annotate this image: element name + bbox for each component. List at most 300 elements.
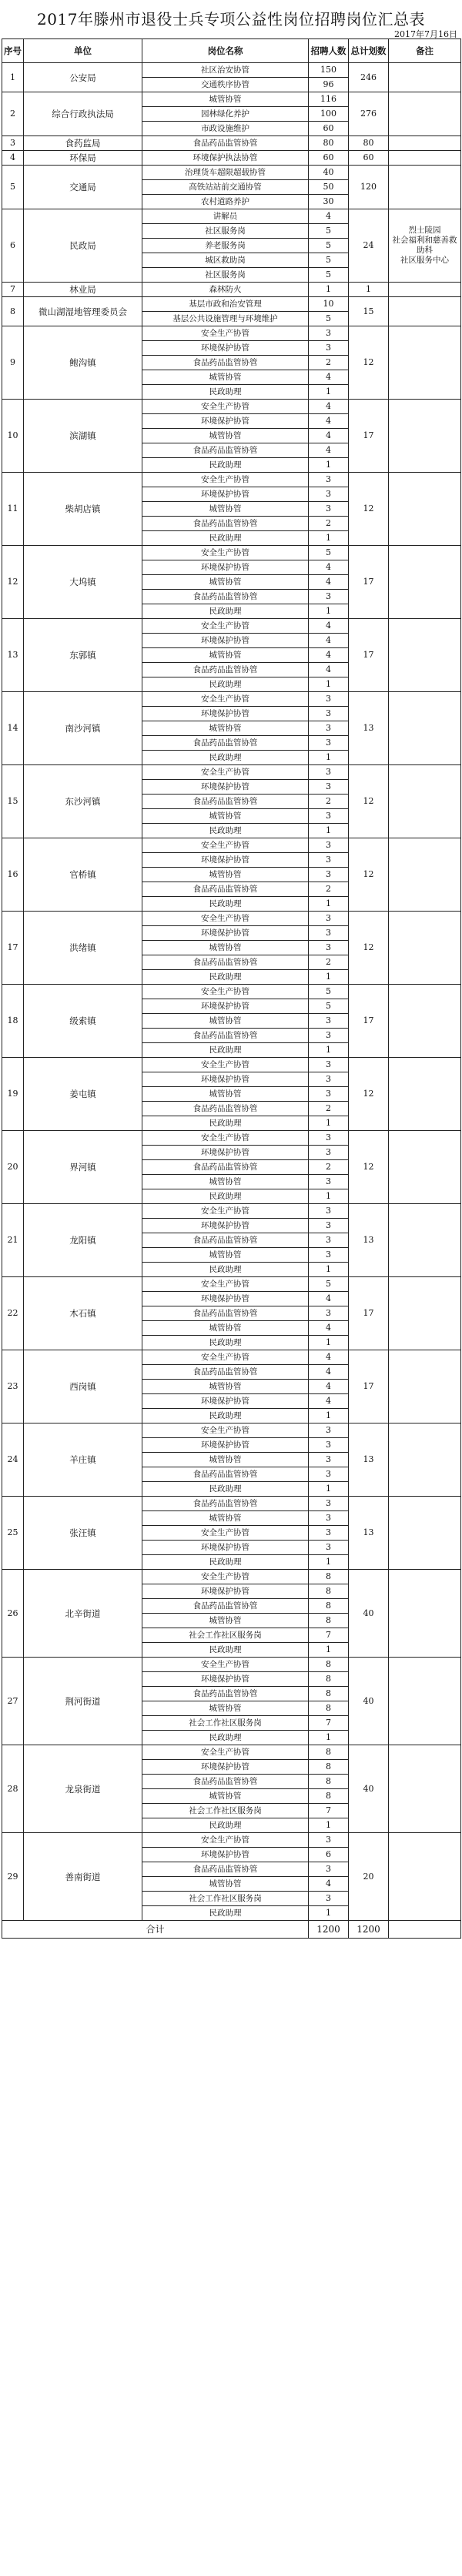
position-cell: 城管协管	[142, 1087, 309, 1102]
seq-cell: 28	[2, 1745, 24, 1833]
hires-cell: 3	[309, 1467, 349, 1482]
remarks-cell	[389, 1204, 461, 1277]
hires-cell: 1	[309, 385, 349, 400]
hires-cell: 1	[309, 1818, 349, 1833]
total-cell: 17	[349, 619, 389, 692]
header-seq: 序号	[2, 39, 24, 63]
hires-cell: 3	[309, 1862, 349, 1877]
unit-cell: 微山湖湿地管理委员会	[24, 297, 142, 326]
position-cell: 食品药品监管协管	[142, 1599, 309, 1614]
remark-line: 社会福利和慈善救助科	[392, 236, 457, 255]
position-cell: 安全生产协管	[142, 1131, 309, 1146]
hires-cell: 1	[309, 1643, 349, 1658]
total-cell: 24	[349, 209, 389, 283]
unit-cell: 姜屯镇	[24, 1058, 142, 1131]
position-cell: 食品药品监管协管	[142, 1029, 309, 1043]
unit-cell: 西岗镇	[24, 1350, 142, 1423]
remarks-cell	[389, 473, 461, 546]
position-cell: 食品药品监管协管	[142, 1862, 309, 1877]
position-cell: 城管协管	[142, 1877, 309, 1892]
hires-cell: 150	[309, 63, 349, 78]
remarks-cell	[389, 1745, 461, 1833]
hires-cell: 3	[309, 590, 349, 604]
hires-cell: 5	[309, 312, 349, 326]
position-cell: 民政助理	[142, 604, 309, 619]
hires-cell: 1	[309, 283, 349, 297]
table-row	[2, 166, 461, 180]
remarks-cell	[389, 692, 461, 765]
table-row	[2, 1423, 461, 1438]
position-cell: 食品药品监管协管	[142, 1497, 309, 1511]
position-cell: 食品药品监管协管	[142, 955, 309, 970]
seq-cell: 20	[2, 1131, 24, 1204]
position-cell: 安全生产协管	[142, 912, 309, 926]
hires-cell: 8	[309, 1687, 349, 1701]
hires-cell: 2	[309, 1102, 349, 1116]
table-row	[2, 63, 461, 78]
position-cell: 民政助理	[142, 385, 309, 400]
position-cell: 食品药品监管协管	[142, 1687, 309, 1701]
total-remarks	[389, 1921, 461, 1939]
position-cell: 安全生产协管	[142, 1745, 309, 1760]
unit-cell: 东沙河镇	[24, 765, 142, 838]
hires-cell: 2	[309, 1160, 349, 1175]
position-cell: 养老服务岗	[142, 239, 309, 253]
hires-cell: 1	[309, 604, 349, 619]
hires-cell: 4	[309, 209, 349, 224]
hires-cell: 3	[309, 1072, 349, 1087]
hires-cell: 3	[309, 1146, 349, 1160]
hires-cell: 4	[309, 1365, 349, 1380]
position-cell: 民政助理	[142, 1555, 309, 1570]
position-cell: 社会工作社区服务岗	[142, 1892, 309, 1906]
hires-cell: 8	[309, 1584, 349, 1599]
seq-cell: 3	[2, 136, 24, 151]
position-cell: 民政助理	[142, 1189, 309, 1204]
hires-cell: 1	[309, 1409, 349, 1423]
table-row	[2, 1497, 461, 1511]
unit-cell: 综合行政执法局	[24, 92, 142, 136]
hires-cell: 3	[309, 1014, 349, 1029]
hires-cell: 3	[309, 692, 349, 707]
hires-cell: 5	[309, 239, 349, 253]
table-row	[2, 283, 461, 297]
position-cell: 民政助理	[142, 1263, 309, 1277]
remarks-cell	[389, 912, 461, 985]
seq-cell: 6	[2, 209, 24, 283]
hires-cell: 3	[309, 1511, 349, 1526]
table-row	[2, 1350, 461, 1365]
position-cell: 环境保护协管	[142, 1848, 309, 1862]
hires-cell: 4	[309, 634, 349, 648]
position-cell: 市政设施维护	[142, 122, 309, 136]
total-cell: 20	[349, 1833, 389, 1921]
total-cell: 60	[349, 151, 389, 166]
unit-cell: 交通局	[24, 166, 142, 209]
hires-cell: 3	[309, 1438, 349, 1453]
remarks-cell	[389, 166, 461, 209]
position-cell: 安全生产协管	[142, 1833, 309, 1848]
position-cell: 城管协管	[142, 721, 309, 736]
seq-cell: 5	[2, 166, 24, 209]
position-cell: 食品药品监管协管	[142, 356, 309, 370]
total-cell: 13	[349, 1497, 389, 1570]
table-row	[2, 1833, 461, 1848]
seq-cell: 21	[2, 1204, 24, 1277]
position-cell: 民政助理	[142, 458, 309, 473]
hires-cell: 1	[309, 1482, 349, 1497]
position-cell: 城管协管	[142, 92, 309, 107]
hires-cell: 5	[309, 268, 349, 283]
hires-cell: 3	[309, 707, 349, 721]
hires-cell: 4	[309, 663, 349, 677]
hires-cell: 5	[309, 546, 349, 560]
hires-cell: 8	[309, 1614, 349, 1628]
table-row	[2, 209, 461, 224]
position-cell: 城管协管	[142, 370, 309, 385]
position-cell: 食品药品监管协管	[142, 1102, 309, 1116]
table-row	[2, 692, 461, 707]
position-cell: 基层市政和治安管理	[142, 297, 309, 312]
unit-cell: 官桥镇	[24, 838, 142, 912]
position-cell: 城管协管	[142, 502, 309, 517]
unit-cell: 善南街道	[24, 1833, 142, 1921]
position-cell: 安全生产协管	[142, 473, 309, 487]
hires-cell: 50	[309, 180, 349, 195]
position-cell: 民政助理	[142, 1906, 309, 1921]
hires-cell: 7	[309, 1716, 349, 1731]
hires-cell: 5	[309, 985, 349, 999]
hires-cell: 60	[309, 151, 349, 166]
total-cell: 12	[349, 473, 389, 546]
remarks-cell	[389, 136, 461, 151]
position-cell: 安全生产协管	[142, 692, 309, 707]
hires-cell: 4	[309, 1380, 349, 1394]
remarks-cell	[389, 283, 461, 297]
remarks-cell	[389, 1058, 461, 1131]
unit-cell: 级索镇	[24, 985, 142, 1058]
seq-cell: 14	[2, 692, 24, 765]
position-cell: 环境保护协管	[142, 707, 309, 721]
hires-cell: 1	[309, 824, 349, 838]
hires-cell: 1	[309, 1043, 349, 1058]
unit-cell: 食药监局	[24, 136, 142, 151]
hires-cell: 80	[309, 136, 349, 151]
hires-cell: 4	[309, 575, 349, 590]
remarks-cell	[389, 1833, 461, 1921]
position-cell: 安全生产协管	[142, 765, 309, 780]
position-cell: 城管协管	[142, 1614, 309, 1628]
table-row	[2, 765, 461, 780]
total-cell: 80	[349, 136, 389, 151]
position-cell: 安全生产协管	[142, 1277, 309, 1292]
hires-cell: 4	[309, 1394, 349, 1409]
position-cell: 社会工作社区服务岗	[142, 1628, 309, 1643]
remarks-cell	[389, 546, 461, 619]
total-label: 合计	[2, 1921, 309, 1939]
position-cell: 城管协管	[142, 1453, 309, 1467]
total-cell: 17	[349, 1277, 389, 1350]
unit-cell: 荆河街道	[24, 1658, 142, 1745]
hires-cell: 7	[309, 1628, 349, 1643]
seq-cell: 24	[2, 1423, 24, 1497]
position-cell: 安全生产协管	[142, 1204, 309, 1219]
header-remarks: 备注	[389, 39, 461, 63]
position-cell: 社区治安协管	[142, 63, 309, 78]
hires-cell: 1	[309, 751, 349, 765]
position-cell: 民政助理	[142, 824, 309, 838]
hires-cell: 8	[309, 1760, 349, 1775]
hires-cell: 3	[309, 838, 349, 853]
position-cell: 民政助理	[142, 751, 309, 765]
hires-cell: 3	[309, 736, 349, 751]
position-cell: 食品药品监管协管	[142, 882, 309, 897]
hires-cell: 3	[309, 1175, 349, 1189]
hires-cell: 8	[309, 1599, 349, 1614]
header-row	[2, 39, 461, 63]
hires-cell: 40	[309, 166, 349, 180]
seq-cell: 1	[2, 63, 24, 92]
total-cell: 12	[349, 326, 389, 400]
hires-cell: 5	[309, 999, 349, 1014]
position-cell: 食品药品监管协管	[142, 736, 309, 751]
remarks-cell	[389, 326, 461, 400]
total-cell: 17	[349, 546, 389, 619]
hires-cell: 116	[309, 92, 349, 107]
table-row	[2, 1277, 461, 1292]
table-body	[2, 63, 461, 1921]
position-cell: 民政助理	[142, 1409, 309, 1423]
table-row	[2, 92, 461, 107]
hires-cell: 60	[309, 122, 349, 136]
hires-cell: 1	[309, 1906, 349, 1921]
hires-cell: 4	[309, 443, 349, 458]
hires-cell: 2	[309, 356, 349, 370]
total-cell: 1	[349, 283, 389, 297]
position-cell: 安全生产协管	[142, 985, 309, 999]
total-cell: 17	[349, 985, 389, 1058]
total-cell: 40	[349, 1570, 389, 1658]
position-cell: 食品药品监管协管	[142, 443, 309, 458]
unit-cell: 北辛街道	[24, 1570, 142, 1658]
hires-cell: 3	[309, 1306, 349, 1321]
seq-cell: 22	[2, 1277, 24, 1350]
position-cell: 食品药品监管协管	[142, 136, 309, 151]
hires-cell: 30	[309, 195, 349, 209]
hires-cell: 4	[309, 370, 349, 385]
position-cell: 民政助理	[142, 1643, 309, 1658]
remarks-cell	[389, 1350, 461, 1423]
position-cell: 环境保护协管	[142, 1146, 309, 1160]
position-cell: 安全生产协管	[142, 838, 309, 853]
seq-cell: 26	[2, 1570, 24, 1658]
total-cell: 17	[349, 400, 389, 473]
hires-cell: 3	[309, 1248, 349, 1263]
total-cell: 12	[349, 1131, 389, 1204]
position-cell: 城管协管	[142, 941, 309, 955]
position-cell: 城管协管	[142, 648, 309, 663]
unit-cell: 鲍沟镇	[24, 326, 142, 400]
seq-cell: 4	[2, 151, 24, 166]
table-row	[2, 619, 461, 634]
position-cell: 城管协管	[142, 1248, 309, 1263]
seq-cell: 12	[2, 546, 24, 619]
remarks-cell	[389, 151, 461, 166]
seq-cell: 15	[2, 765, 24, 838]
hires-cell: 4	[309, 1877, 349, 1892]
position-cell: 安全生产协管	[142, 1526, 309, 1541]
hires-cell: 1	[309, 1116, 349, 1131]
hires-cell: 3	[309, 1131, 349, 1146]
position-cell: 农村道路养护	[142, 195, 309, 209]
hires-cell: 3	[309, 502, 349, 517]
hires-cell: 3	[309, 1204, 349, 1219]
hires-cell: 3	[309, 1541, 349, 1555]
unit-cell: 林业局	[24, 283, 142, 297]
header-hires: 招聘人数	[309, 39, 349, 63]
position-cell: 环境保护协管	[142, 1292, 309, 1306]
unit-cell: 柴胡店镇	[24, 473, 142, 546]
hires-cell: 5	[309, 224, 349, 239]
hires-cell: 3	[309, 721, 349, 736]
position-cell: 环境保护协管	[142, 1072, 309, 1087]
table-row	[2, 985, 461, 999]
hires-cell: 3	[309, 1892, 349, 1906]
position-cell: 环境保护协管	[142, 1584, 309, 1599]
unit-cell: 滨湖镇	[24, 400, 142, 473]
hires-cell: 3	[309, 780, 349, 795]
position-cell: 安全生产协管	[142, 326, 309, 341]
seq-cell: 27	[2, 1658, 24, 1745]
total-cell: 40	[349, 1658, 389, 1745]
position-cell: 食品药品监管协管	[142, 1467, 309, 1482]
total-cell: 13	[349, 1204, 389, 1277]
total-row	[2, 1921, 461, 1939]
hires-cell: 4	[309, 400, 349, 414]
position-cell: 园林绿化养护	[142, 107, 309, 122]
position-cell: 民政助理	[142, 677, 309, 692]
position-cell: 安全生产协管	[142, 1423, 309, 1438]
hires-cell: 3	[309, 473, 349, 487]
table-row	[2, 1658, 461, 1672]
position-cell: 民政助理	[142, 1482, 309, 1497]
seq-cell: 18	[2, 985, 24, 1058]
hires-cell: 5	[309, 253, 349, 268]
unit-cell: 界河镇	[24, 1131, 142, 1204]
total-cell: 15	[349, 297, 389, 326]
total-cell: 120	[349, 166, 389, 209]
hires-cell: 3	[309, 1219, 349, 1233]
table-row	[2, 1131, 461, 1146]
position-cell: 森林防火	[142, 283, 309, 297]
remarks-cell	[389, 1423, 461, 1497]
hires-cell: 3	[309, 1453, 349, 1467]
table-row	[2, 912, 461, 926]
hires-cell: 4	[309, 429, 349, 443]
hires-cell: 3	[309, 341, 349, 356]
position-cell: 城管协管	[142, 429, 309, 443]
remarks-cell	[389, 1570, 461, 1658]
hires-cell: 1	[309, 1731, 349, 1745]
position-cell: 食品药品监管协管	[142, 1365, 309, 1380]
table-row	[2, 1204, 461, 1219]
position-cell: 城管协管	[142, 809, 309, 824]
hires-cell: 1	[309, 897, 349, 912]
position-cell: 安全生产协管	[142, 1570, 309, 1584]
position-cell: 安全生产协管	[142, 1658, 309, 1672]
unit-cell: 木石镇	[24, 1277, 142, 1350]
hires-cell: 3	[309, 1497, 349, 1511]
hires-cell: 96	[309, 78, 349, 92]
hires-cell: 4	[309, 619, 349, 634]
position-cell: 食品药品监管协管	[142, 1775, 309, 1789]
hires-cell: 4	[309, 560, 349, 575]
hires-cell: 8	[309, 1745, 349, 1760]
seq-cell: 25	[2, 1497, 24, 1570]
hires-cell: 6	[309, 1848, 349, 1862]
position-cell: 环境保护执法协管	[142, 151, 309, 166]
position-cell: 城管协管	[142, 1789, 309, 1804]
hires-cell: 8	[309, 1658, 349, 1672]
hires-cell: 3	[309, 926, 349, 941]
position-cell: 民政助理	[142, 531, 309, 546]
position-cell: 城管协管	[142, 868, 309, 882]
hires-cell: 3	[309, 868, 349, 882]
remarks-cell	[389, 1131, 461, 1204]
hires-cell: 2	[309, 955, 349, 970]
position-cell: 安全生产协管	[142, 400, 309, 414]
table-row	[2, 473, 461, 487]
hires-cell: 3	[309, 1029, 349, 1043]
total-cell: 12	[349, 1058, 389, 1131]
remarks-cell	[389, 92, 461, 136]
position-cell: 环境保护协管	[142, 926, 309, 941]
position-cell: 基层公共设施管理与环境维护	[142, 312, 309, 326]
remarks-cell	[389, 297, 461, 326]
header-total: 总计划数	[349, 39, 389, 63]
hires-cell: 1	[309, 1189, 349, 1204]
hires-cell: 1	[309, 970, 349, 985]
hires-cell: 8	[309, 1701, 349, 1716]
unit-cell: 大坞镇	[24, 546, 142, 619]
position-cell: 高铁站站前交通协管	[142, 180, 309, 195]
position-cell: 安全生产协管	[142, 1350, 309, 1365]
position-cell: 环境保护协管	[142, 999, 309, 1014]
position-cell: 环境保护协管	[142, 487, 309, 502]
hires-cell: 3	[309, 326, 349, 341]
hires-cell: 4	[309, 1350, 349, 1365]
position-cell: 安全生产协管	[142, 619, 309, 634]
unit-cell: 环保局	[24, 151, 142, 166]
seq-cell: 13	[2, 619, 24, 692]
table-row	[2, 546, 461, 560]
seq-cell: 11	[2, 473, 24, 546]
position-cell: 社会工作社区服务岗	[142, 1716, 309, 1731]
header-unit: 单位	[24, 39, 142, 63]
unit-cell: 南沙河镇	[24, 692, 142, 765]
position-cell: 治理货车超限超载协管	[142, 166, 309, 180]
hires-cell: 4	[309, 1321, 349, 1336]
seq-cell: 9	[2, 326, 24, 400]
hires-cell: 100	[309, 107, 349, 122]
hires-cell: 3	[309, 809, 349, 824]
total-cell: 246	[349, 63, 389, 92]
position-cell: 食品药品监管协管	[142, 590, 309, 604]
table-row	[2, 151, 461, 166]
hires-cell: 8	[309, 1789, 349, 1804]
position-cell: 食品药品监管协管	[142, 663, 309, 677]
position-cell: 环境保护协管	[142, 1541, 309, 1555]
